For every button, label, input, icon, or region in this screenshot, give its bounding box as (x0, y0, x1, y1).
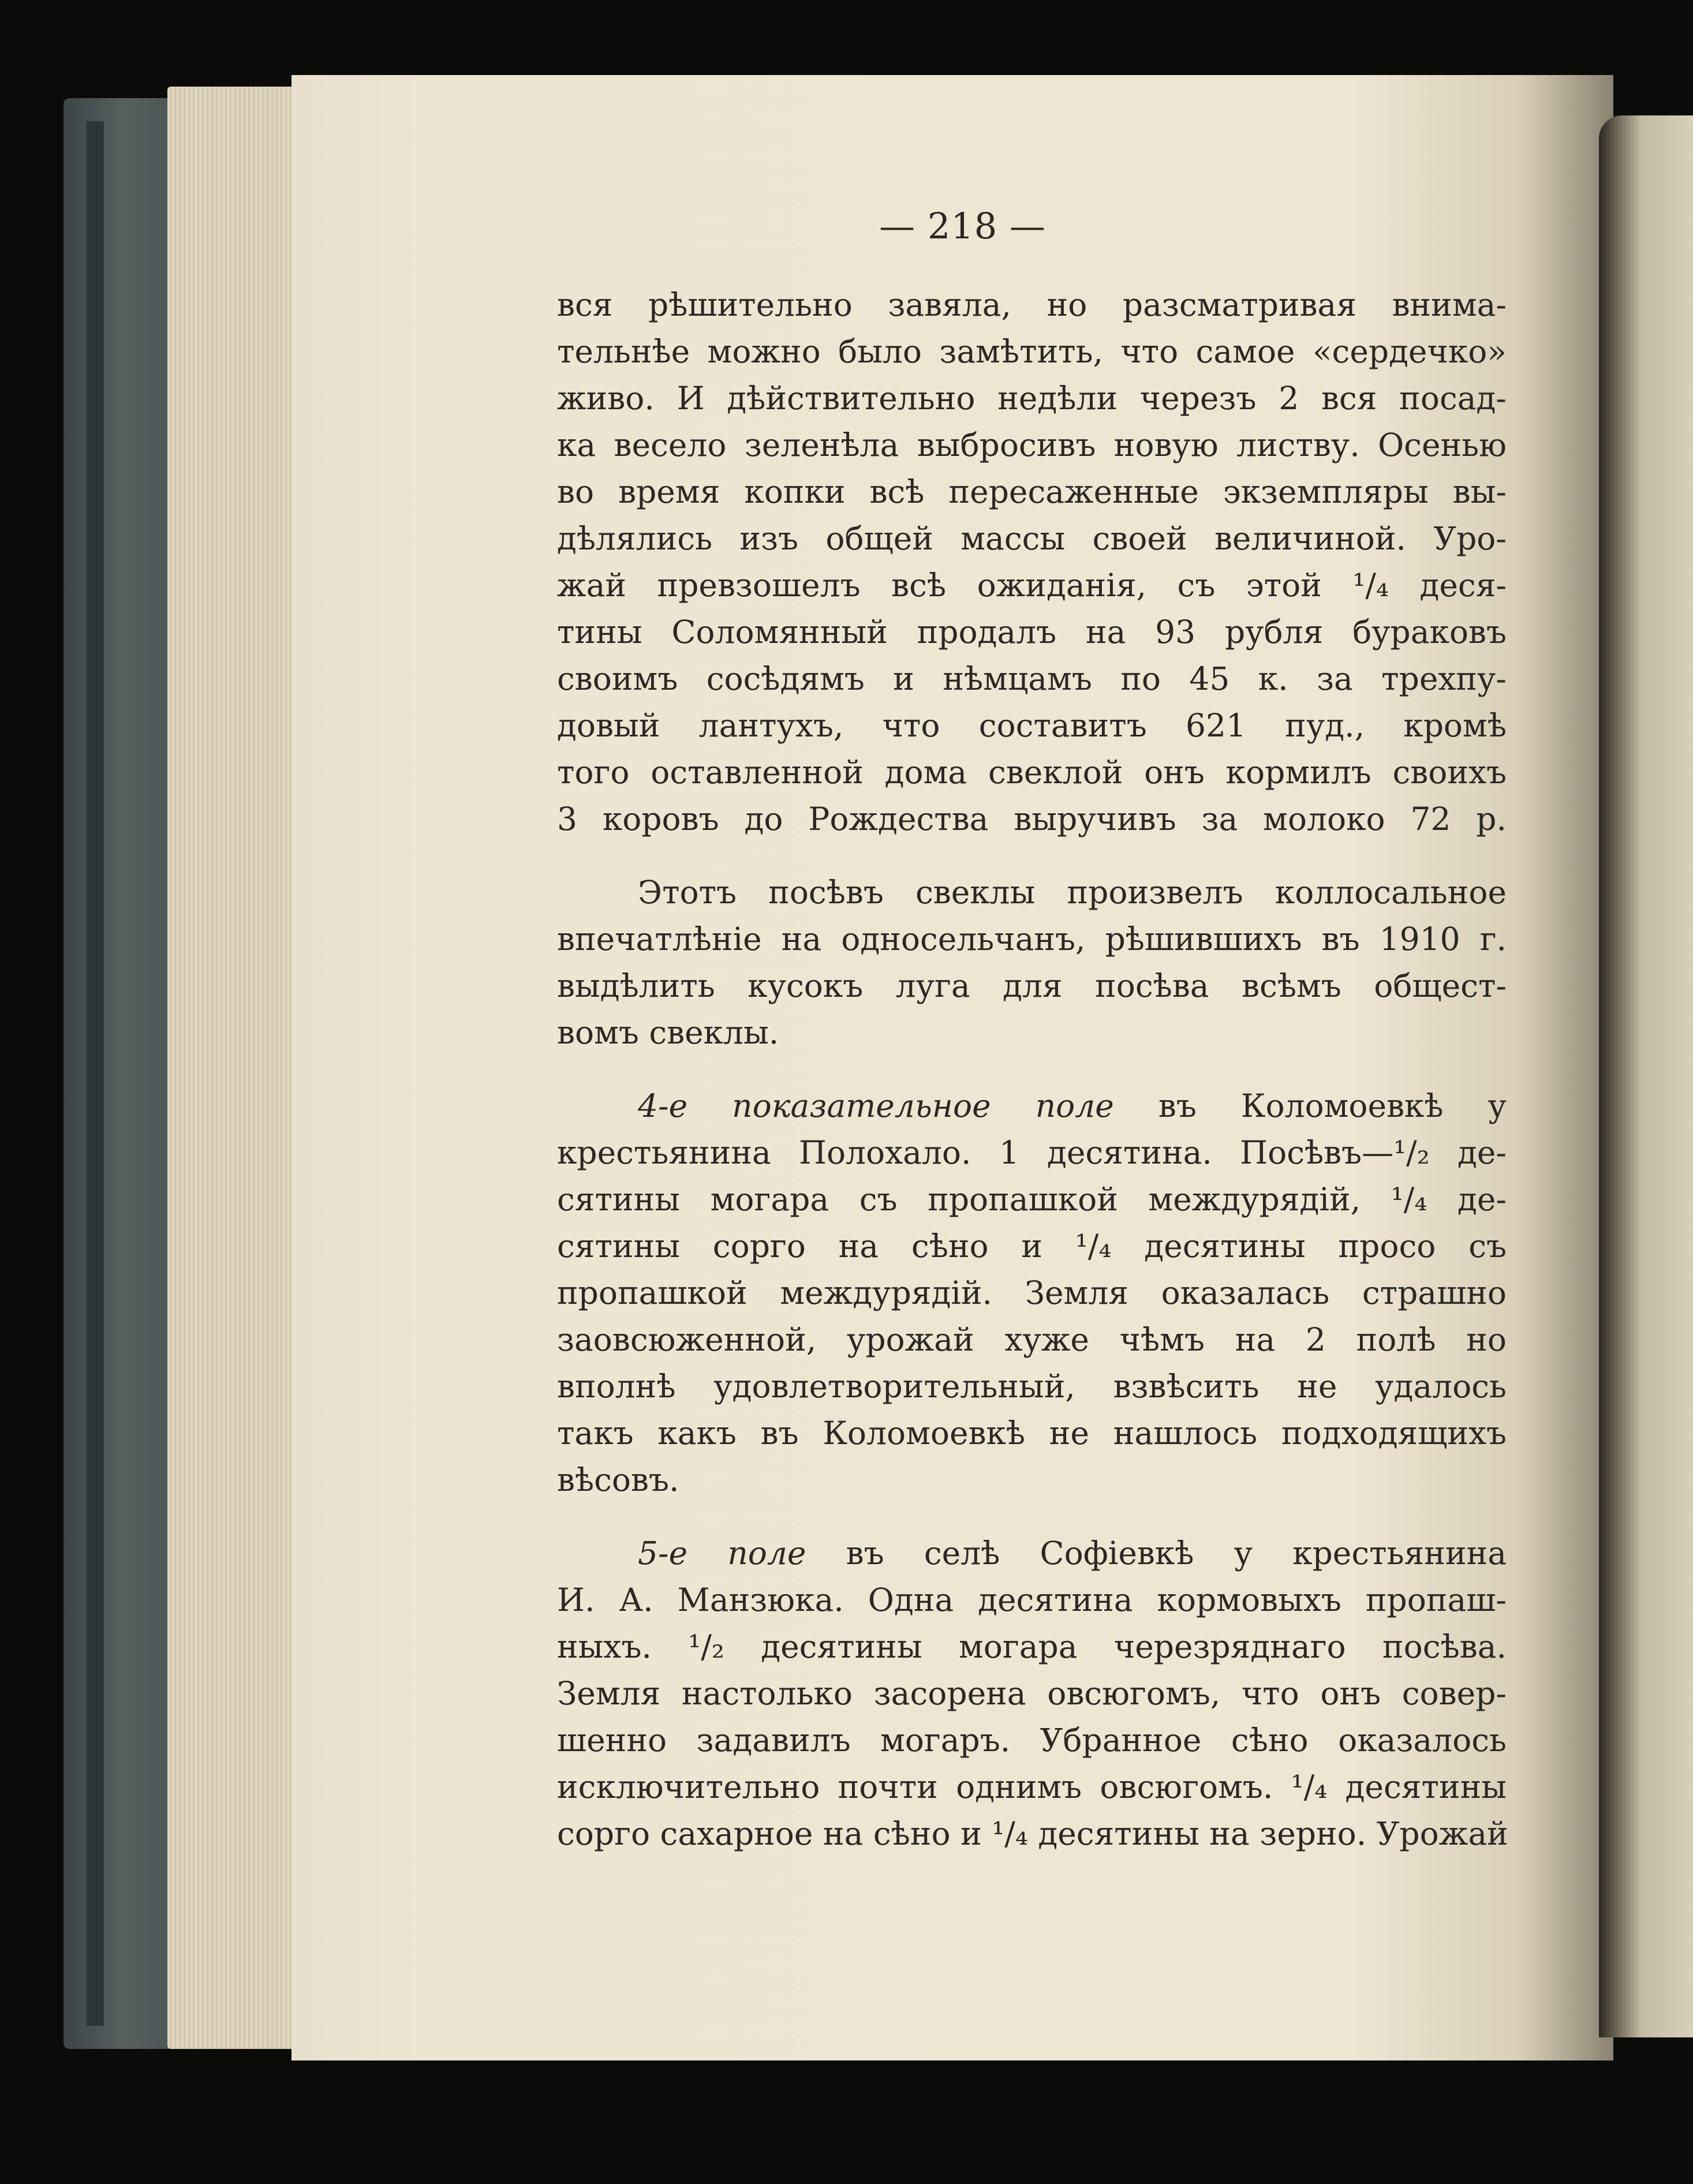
text-line: ка весело зеленѣла выбросивъ новую листву. Осенью (557, 427, 1507, 463)
text-line-with-heading (557, 1530, 1507, 1577)
text-line: Земля настолько засорена овсюгомъ, что онъ совер- (557, 1675, 1507, 1712)
text-line: вся рѣшительно завяла, но разсматривая внима- (557, 286, 1507, 323)
text-line: живо. И дѣйствительно недѣли черезъ 2 вся посад- (557, 380, 1507, 417)
text-line: жай превзошелъ всѣ ожиданія, съ этой ¹/₄ деся- (557, 567, 1507, 604)
text-line: тельнѣе можно было замѣтить, что самое «сердечко» (557, 333, 1507, 370)
text-line: вѣсовъ. (557, 1461, 679, 1498)
text-line: шенно задавилъ могаръ. Убранное сѣно оказалось (557, 1722, 1507, 1759)
page-number: — 218 — (879, 205, 1046, 247)
text-line: того оставленной дома свеклой онъ кормилъ своихъ (557, 754, 1507, 791)
text-line: заовсюженной, урожай хуже чѣмъ на 2 полѣ но (557, 1321, 1507, 1358)
text-run: въ селѣ Софіевкѣ у крестьянина (806, 1535, 1507, 1572)
text-line: ныхъ. ¹/₂ десятины могара черезряднаго посѣва. (557, 1628, 1507, 1665)
paragraph-2 (557, 869, 1507, 1056)
text-line: вомъ свеклы. (557, 1014, 779, 1051)
page-edges (167, 87, 294, 2049)
text-line: тины Соломянный продалъ на 93 рубля бураковъ (557, 614, 1507, 650)
text-line: дѣлялись изъ общей массы своей величиной. Уро- (557, 520, 1507, 557)
text-line: во время копки всѣ пересаженные экземпляры вы- (557, 473, 1507, 510)
text-line: сорго сахарное на сѣно и ¹/₄ десятины на зерно. Урожай (557, 1815, 1508, 1852)
text-line-with-heading (557, 1083, 1507, 1130)
text-line: сятины сорго на сѣно и ¹/₄ десятины просо съ (557, 1228, 1507, 1265)
text-line: сятины могара съ пропашкой междурядій, ¹/₄ де- (557, 1181, 1507, 1218)
paragraph-gap (557, 1504, 1507, 1530)
text-line: впечатлѣніе на односельчанъ, рѣшившихъ въ 1910 г. (557, 921, 1507, 958)
text-line: И. А. Манзюка. Одна десятина кормовыхъ пропаш- (557, 1581, 1507, 1618)
text-line: выдѣлить кусокъ луга для посѣва всѣмъ общест- (557, 967, 1507, 1004)
text-line: исключительно почти однимъ овсюгомъ. ¹/₄ десятины (557, 1768, 1507, 1805)
paragraph-4 (557, 1530, 1507, 1857)
italic-heading: 4-е показательное поле (638, 1087, 1114, 1124)
italic-heading: 5-е поле (638, 1535, 806, 1572)
text-line: довый лантухъ, что составитъ 621 пуд., кромѣ (557, 707, 1507, 744)
facing-page-edge (1599, 115, 1693, 2037)
text-line: 3 коровъ до Рождества выручивъ за молоко 72 р. (557, 801, 1507, 837)
paragraph-gap (557, 843, 1507, 869)
page-text (557, 205, 1507, 1857)
text-line: пропашкой междурядій. Земля оказалась страшно (557, 1274, 1507, 1311)
text-line: такъ какъ въ Коломоевкѣ не нашлось подходящихъ (557, 1415, 1507, 1452)
text-line: своимъ сосѣдямъ и нѣмцамъ по 45 к. за трехпу- (557, 660, 1507, 697)
text-line: Этотъ посѣвъ свеклы произвелъ коллосальное (638, 874, 1507, 911)
text-line: крестьянина Полохало. 1 десятина. Посѣвъ—¹/₂ де- (557, 1134, 1507, 1171)
text-line: вполнѣ удовлетворительный, взвѣсить не удалось (557, 1368, 1507, 1405)
paragraph-gap (557, 1056, 1507, 1083)
book-spine-edge (87, 121, 104, 2026)
paragraph-1 (557, 282, 1507, 843)
text-run: въ Коломоевкѣ у (1113, 1087, 1507, 1124)
paragraph-3 (557, 1083, 1507, 1504)
